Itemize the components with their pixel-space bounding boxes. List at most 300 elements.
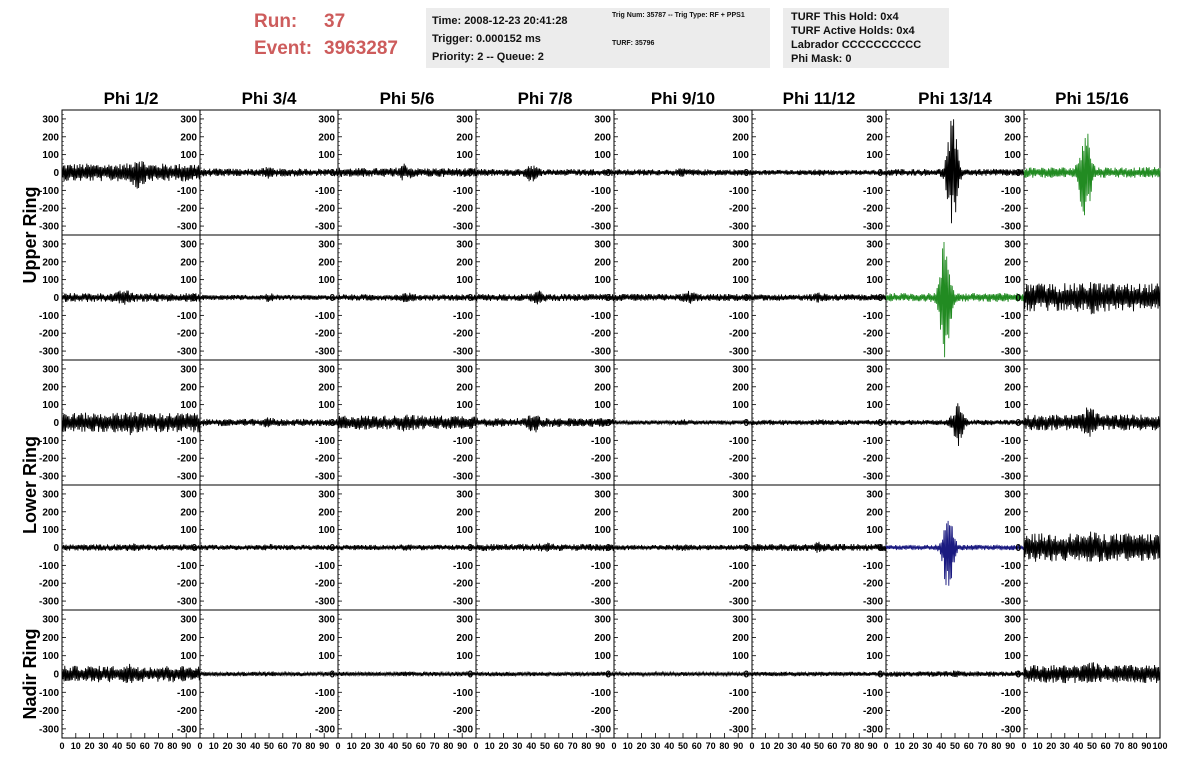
x-tick-label: 50	[1086, 741, 1098, 751]
y-tick-label: 0	[53, 543, 59, 554]
y-tick-label: 200	[180, 382, 197, 394]
y-tick-label: -100	[728, 560, 749, 572]
x-tick-label: 40	[800, 741, 811, 751]
y-tick-label: -100	[1000, 310, 1021, 322]
y-tick-label: -100	[38, 185, 59, 197]
x-tick-label: 90	[1005, 741, 1016, 751]
run-label: Run:	[254, 11, 298, 32]
y-tick-label: -100	[590, 185, 611, 197]
y-tick-label: 0	[743, 418, 749, 429]
column-header: Phi 13/14	[918, 89, 992, 108]
y-tick-label: 0	[605, 293, 611, 304]
y-tick-label: 300	[318, 489, 335, 501]
waveform-trace	[752, 170, 886, 176]
y-tick-label: 300	[594, 239, 611, 251]
y-tick-label: -300	[862, 221, 883, 233]
y-tick-label: -300	[452, 596, 473, 608]
y-tick-label: -200	[314, 203, 335, 215]
x-tick-label: 0	[473, 741, 479, 751]
y-tick-label: 0	[53, 168, 59, 179]
y-tick-label: 100	[1004, 525, 1021, 537]
x-tick-label: 40	[388, 741, 399, 751]
column-header: Phi 3/4	[241, 89, 297, 108]
y-tick-label: -200	[728, 706, 749, 718]
y-tick-label: -300	[314, 221, 335, 233]
y-tick-label: 200	[1004, 382, 1021, 394]
x-tick-label: 70	[1114, 741, 1125, 751]
y-tick-label: 0	[1015, 543, 1021, 554]
x-tick-label: 90	[1141, 741, 1152, 751]
x-tick-label: 50	[125, 741, 137, 751]
x-tick-label: 80	[1127, 741, 1138, 751]
y-tick-label: 100	[318, 400, 335, 412]
waveform-trace	[752, 419, 886, 425]
y-tick-label: 0	[877, 168, 883, 179]
x-tick-label: 40	[664, 741, 675, 751]
waveform-trace	[614, 544, 752, 551]
x-tick-label: 40	[936, 741, 947, 751]
x-tick-label: 60	[415, 741, 426, 751]
y-tick-label: 200	[1004, 632, 1021, 644]
y-tick-label: -200	[590, 578, 611, 590]
waveform-trace	[62, 543, 200, 551]
x-tick-label: 70	[977, 741, 988, 751]
y-tick-label: 200	[732, 382, 749, 394]
y-tick-label: -100	[862, 435, 883, 447]
y-tick-label: 0	[467, 418, 473, 429]
y-tick-label: 200	[866, 632, 883, 644]
y-tick-label: -200	[314, 578, 335, 590]
y-tick-label: -300	[38, 471, 59, 483]
y-tick-label: 300	[594, 364, 611, 376]
y-tick-label: -100	[590, 687, 611, 699]
y-tick-label: 200	[866, 382, 883, 394]
y-tick-label: -300	[314, 596, 335, 608]
y-tick-label: 100	[866, 275, 883, 287]
y-tick-label: 0	[191, 418, 197, 429]
y-tick-label: -300	[452, 346, 473, 358]
y-tick-label: -300	[314, 346, 335, 358]
waveform-trace	[476, 672, 614, 677]
x-tick-label: 80	[167, 741, 178, 751]
y-tick-label: 0	[743, 543, 749, 554]
x-tick-label: 0	[197, 741, 203, 751]
x-tick-label: 20	[1046, 741, 1057, 751]
y-tick-label: 100	[456, 150, 473, 162]
x-tick-label: 60	[691, 741, 702, 751]
y-tick-label: 100	[456, 400, 473, 412]
waveform-trace	[338, 293, 476, 302]
y-tick-label: -200	[1000, 203, 1021, 215]
x-tick-label: 30	[236, 741, 247, 751]
x-tick-label: 80	[854, 741, 865, 751]
x-tick-label: 50	[539, 741, 551, 751]
x-tick-label: 30	[787, 741, 798, 751]
y-tick-label: 200	[456, 382, 473, 394]
y-tick-label: 300	[456, 114, 473, 126]
y-tick-label: -200	[314, 328, 335, 340]
x-tick-label: 10	[484, 741, 495, 751]
y-tick-label: 200	[180, 132, 197, 144]
y-tick-label: -100	[314, 560, 335, 572]
y-tick-label: -300	[590, 724, 611, 736]
y-tick-label: -300	[862, 724, 883, 736]
y-tick-label: 0	[1015, 293, 1021, 304]
y-tick-label: 0	[1015, 418, 1021, 429]
x-tick-label: 40	[250, 741, 261, 751]
x-tick-label: 40	[112, 741, 123, 751]
y-tick-label: -200	[314, 453, 335, 465]
y-tick-label: 300	[456, 614, 473, 626]
y-tick-label: -200	[862, 453, 883, 465]
column-header: Phi 7/8	[517, 89, 573, 108]
y-tick-label: 300	[866, 489, 883, 501]
waveform-trace	[752, 293, 886, 303]
y-tick-label: 300	[1004, 364, 1021, 376]
y-tick-label: 0	[53, 669, 59, 681]
x-tick-label: 0	[1021, 741, 1027, 751]
y-tick-label: 100	[456, 651, 473, 663]
waveform-trace	[476, 166, 614, 182]
y-tick-label: -200	[314, 706, 335, 718]
x-tick-label: 90	[181, 741, 192, 751]
y-tick-label: 100	[732, 400, 749, 412]
y-tick-label: 0	[191, 168, 197, 179]
y-tick-label: -200	[452, 706, 473, 718]
x-tick-label: 60	[139, 741, 150, 751]
y-tick-label: 0	[605, 418, 611, 429]
y-tick-label: -300	[176, 724, 197, 736]
x-tick-label: 30	[922, 741, 933, 751]
y-tick-label: 0	[743, 669, 749, 681]
turf-active-line: TURF Active Holds: 0x4	[791, 25, 915, 37]
x-tick-label: 30	[98, 741, 109, 751]
y-tick-label: -100	[590, 435, 611, 447]
y-tick-label: 100	[42, 150, 59, 162]
y-tick-label: 200	[866, 132, 883, 144]
y-tick-label: -100	[728, 310, 749, 322]
waveform-trace	[1024, 282, 1160, 314]
x-tick-label: 90	[457, 741, 468, 751]
y-tick-label: -200	[728, 453, 749, 465]
y-tick-label: 300	[42, 614, 59, 626]
waveform-trace	[200, 293, 338, 302]
y-tick-label: -100	[728, 435, 749, 447]
waveform-trace	[200, 417, 338, 427]
y-tick-label: 0	[53, 418, 59, 429]
y-tick-label: 300	[42, 239, 59, 251]
y-tick-label: -200	[452, 578, 473, 590]
x-tick-label: 90	[733, 741, 744, 751]
waveform-trace	[752, 672, 886, 677]
x-tick-label: 30	[650, 741, 661, 751]
y-tick-label: 0	[329, 418, 335, 429]
y-tick-label: 0	[329, 293, 335, 304]
x-tick-label: 50	[813, 741, 825, 751]
y-tick-label: 100	[594, 150, 611, 162]
x-tick-label: 20	[498, 741, 509, 751]
y-tick-label: -300	[590, 221, 611, 233]
y-tick-label: -200	[176, 203, 197, 215]
y-tick-label: 300	[866, 239, 883, 251]
waveform-trace	[200, 544, 338, 550]
y-tick-label: 200	[318, 382, 335, 394]
y-tick-label: -200	[1000, 578, 1021, 590]
x-tick-label: 10	[622, 741, 633, 751]
y-tick-label: -100	[452, 310, 473, 322]
y-tick-label: -100	[590, 310, 611, 322]
y-tick-label: 300	[318, 114, 335, 126]
x-tick-label: 90	[319, 741, 330, 751]
x-tick-label: 0	[749, 741, 755, 751]
y-tick-label: 200	[866, 507, 883, 519]
y-tick-label: -100	[314, 435, 335, 447]
y-tick-label: 300	[732, 614, 749, 626]
x-tick-label: 10	[346, 741, 357, 751]
y-tick-label: 200	[456, 257, 473, 269]
column-header: Phi 9/10	[650, 89, 716, 108]
y-tick-label: 100	[594, 651, 611, 663]
y-tick-label: 200	[42, 507, 59, 519]
y-tick-label: 100	[180, 275, 197, 287]
y-tick-label: 100	[456, 525, 473, 537]
event-value: 3963287	[324, 38, 398, 59]
y-tick-label: 0	[191, 293, 197, 304]
x-tick-label: 80	[581, 741, 592, 751]
waveform-trace	[614, 291, 752, 304]
x-tick-label: 0	[59, 741, 65, 751]
y-tick-label: -100	[176, 435, 197, 447]
waveform-trace	[1024, 134, 1160, 216]
x-tick-label: 80	[443, 741, 454, 751]
waveform-trace	[614, 672, 752, 676]
y-tick-label: -100	[452, 560, 473, 572]
y-tick-label: -200	[590, 203, 611, 215]
x-tick-label: 90	[867, 741, 878, 751]
y-tick-label: -100	[452, 435, 473, 447]
y-tick-label: -100	[728, 687, 749, 699]
y-tick-label: -100	[728, 185, 749, 197]
y-tick-label: 100	[318, 275, 335, 287]
y-tick-label: 200	[42, 632, 59, 644]
x-tick-label: 40	[1073, 741, 1084, 751]
y-tick-label: -300	[176, 346, 197, 358]
y-tick-label: -200	[1000, 328, 1021, 340]
trig-line: Trig Num: 35787 -- Trig Type: RF + PPS1	[612, 12, 745, 19]
y-tick-label: 100	[1004, 400, 1021, 412]
trigger-line: Trigger: 0.000152 ms	[432, 33, 541, 45]
y-tick-label: 0	[467, 293, 473, 304]
x-tick-label: 70	[705, 741, 716, 751]
waveform-trace	[614, 168, 752, 176]
y-tick-label: 0	[743, 168, 749, 179]
y-tick-label: 200	[1004, 132, 1021, 144]
y-tick-label: -300	[728, 724, 749, 736]
y-tick-label: 200	[180, 632, 197, 644]
x-tick-label: 70	[153, 741, 164, 751]
y-tick-label: 0	[467, 543, 473, 554]
y-tick-label: 200	[180, 507, 197, 519]
y-tick-label: -300	[38, 724, 59, 736]
y-tick-label: 200	[318, 632, 335, 644]
y-tick-label: 300	[1004, 114, 1021, 126]
y-tick-label: 300	[866, 114, 883, 126]
column-header: Phi 1/2	[103, 89, 159, 108]
y-tick-label: 200	[594, 507, 611, 519]
x-tick-label: 80	[991, 741, 1002, 751]
y-tick-label: 200	[594, 257, 611, 269]
y-tick-label: -200	[862, 706, 883, 718]
waveform-trace	[886, 521, 1024, 586]
y-tick-label: 200	[42, 257, 59, 269]
waveform-trace	[62, 664, 200, 683]
x-tick-label: 80	[719, 741, 730, 751]
y-tick-label: 0	[877, 543, 883, 554]
y-tick-label: 300	[456, 489, 473, 501]
y-tick-label: -200	[176, 578, 197, 590]
y-tick-label: -200	[1000, 453, 1021, 465]
y-tick-label: -300	[38, 221, 59, 233]
y-tick-label: 100	[594, 525, 611, 537]
x-tick-label: 10	[70, 741, 81, 751]
y-tick-label: 100	[42, 525, 59, 537]
x-tick-label: 30	[374, 741, 385, 751]
y-tick-label: 300	[180, 489, 197, 501]
y-tick-label: 300	[180, 364, 197, 376]
y-tick-label: 100	[732, 275, 749, 287]
x-tick-label: 60	[277, 741, 288, 751]
y-tick-label: 300	[732, 364, 749, 376]
y-tick-label: 200	[318, 257, 335, 269]
y-tick-label: -300	[38, 596, 59, 608]
y-tick-label: 100	[866, 150, 883, 162]
waveform-trace	[338, 164, 476, 181]
y-tick-label: -200	[862, 578, 883, 590]
waveform-trace	[1024, 408, 1160, 437]
waveform-trace	[62, 161, 200, 189]
y-tick-label: -100	[1000, 185, 1021, 197]
y-tick-label: -200	[590, 328, 611, 340]
y-tick-label: -200	[176, 453, 197, 465]
y-tick-label: 300	[456, 239, 473, 251]
y-tick-label: 0	[1015, 669, 1021, 681]
waveform-trace	[476, 543, 614, 552]
y-tick-label: -300	[728, 221, 749, 233]
y-tick-label: 100	[1004, 275, 1021, 287]
y-tick-label: -300	[1000, 346, 1021, 358]
x-tick-label: 60	[963, 741, 974, 751]
waveform-trace	[886, 242, 1024, 357]
y-tick-label: -100	[862, 687, 883, 699]
column-header: Phi 11/12	[782, 89, 856, 108]
priority-line: Priority: 2 -- Queue: 2	[432, 51, 544, 63]
run-value: 37	[324, 11, 346, 32]
x-tick-label: 10	[1032, 741, 1043, 751]
y-tick-label: -100	[1000, 687, 1021, 699]
y-tick-label: 300	[1004, 489, 1021, 501]
y-tick-label: 300	[42, 489, 59, 501]
y-tick-label: -300	[1000, 724, 1021, 736]
y-tick-label: -300	[862, 471, 883, 483]
y-tick-label: 0	[329, 543, 335, 554]
y-tick-label: 300	[42, 364, 59, 376]
y-tick-label: 0	[743, 293, 749, 304]
ring-label: Nadir Ring	[20, 628, 40, 720]
y-tick-label: 300	[594, 614, 611, 626]
y-tick-label: -200	[728, 203, 749, 215]
y-tick-label: 300	[318, 364, 335, 376]
y-tick-label: -200	[1000, 706, 1021, 718]
x-tick-label: 100	[1152, 741, 1168, 751]
y-tick-label: -300	[176, 471, 197, 483]
y-tick-label: -200	[590, 453, 611, 465]
x-tick-label: 20	[360, 741, 371, 751]
y-tick-label: 0	[467, 168, 473, 179]
x-tick-label: 60	[827, 741, 838, 751]
column-header: Phi 5/6	[379, 89, 435, 108]
y-tick-label: -100	[862, 310, 883, 322]
y-tick-label: 100	[456, 275, 473, 287]
x-tick-label: 0	[883, 741, 889, 751]
y-tick-label: 100	[1004, 651, 1021, 663]
y-tick-label: 300	[732, 114, 749, 126]
y-tick-label: -100	[38, 687, 59, 699]
y-tick-label: 200	[866, 257, 883, 269]
y-tick-label: 0	[329, 168, 335, 179]
ring-label: Upper Ring	[20, 186, 40, 284]
y-tick-label: -300	[862, 596, 883, 608]
y-tick-label: -100	[38, 560, 59, 572]
event-label: Event:	[254, 38, 313, 59]
x-tick-label: 60	[1100, 741, 1111, 751]
y-tick-label: -300	[452, 471, 473, 483]
y-tick-label: -300	[176, 596, 197, 608]
waveform-trace	[1024, 532, 1160, 562]
y-tick-label: 300	[732, 489, 749, 501]
y-tick-label: 300	[456, 364, 473, 376]
x-tick-label: 10	[760, 741, 771, 751]
waveform-trace	[338, 545, 476, 551]
y-tick-label: -300	[862, 346, 883, 358]
y-tick-label: -100	[314, 310, 335, 322]
y-tick-label: 200	[42, 132, 59, 144]
y-tick-label: -100	[176, 185, 197, 197]
y-tick-label: -200	[452, 203, 473, 215]
x-tick-label: 80	[305, 741, 316, 751]
x-tick-label: 30	[512, 741, 523, 751]
waveform-trace	[476, 291, 614, 305]
y-tick-label: -300	[590, 596, 611, 608]
y-tick-label: -100	[314, 687, 335, 699]
y-tick-label: 300	[1004, 614, 1021, 626]
y-tick-label: 100	[866, 651, 883, 663]
y-tick-label: 200	[180, 257, 197, 269]
x-tick-label: 70	[567, 741, 578, 751]
x-tick-label: 50	[401, 741, 413, 751]
x-tick-label: 50	[263, 741, 275, 751]
waveform-trace	[338, 415, 476, 432]
x-tick-label: 70	[840, 741, 851, 751]
y-tick-label: -300	[728, 346, 749, 358]
y-tick-label: -300	[314, 724, 335, 736]
x-tick-label: 10	[894, 741, 905, 751]
y-tick-label: -300	[1000, 471, 1021, 483]
y-tick-label: 300	[42, 114, 59, 126]
y-tick-label: -200	[452, 453, 473, 465]
y-tick-label: 100	[180, 400, 197, 412]
y-tick-label: -100	[176, 560, 197, 572]
y-tick-label: 300	[180, 614, 197, 626]
